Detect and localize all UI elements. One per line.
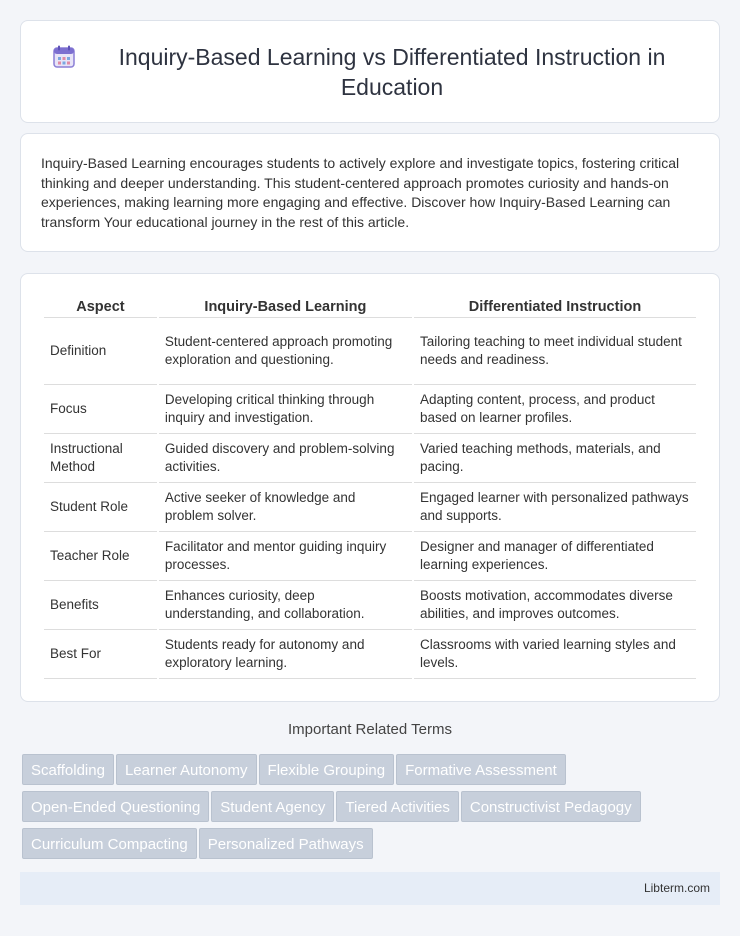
row-inquiry: Students ready for autonomy and exploratory learning.	[159, 630, 412, 679]
row-differentiated: Engaged learner with personalized pathways and supports.	[414, 483, 696, 532]
intro-text: Inquiry-Based Learning encourages students to actively explore and investigate topics, fostering critical thinking and deeper understanding. This student-centered approach promotes curiosity and hands-on experiences, making learning more engaging and effective. Discover how Inquiry-Based Learning can transform Your educational journey in the rest of this article.	[41, 155, 680, 230]
row-differentiated: Designer and manager of differentiated learning experiences.	[414, 532, 696, 581]
related-term-tag[interactable]: Curriculum Compacting	[22, 828, 197, 859]
row-differentiated: Varied teaching methods, materials, and pacing.	[414, 434, 696, 483]
row-inquiry: Guided discovery and problem-solving activities.	[159, 434, 412, 483]
related-terms-list	[22, 754, 722, 865]
row-differentiated: Adapting content, process, and product based on learner profiles.	[414, 385, 696, 434]
row-aspect: Student Role	[44, 483, 157, 532]
footer-brand-link[interactable]: Libterm.com	[643, 881, 710, 895]
row-inquiry: Developing critical thinking through inquiry and investigation.	[159, 385, 412, 434]
table-header-row	[44, 294, 696, 318]
row-aspect: Benefits	[44, 581, 157, 630]
related-term-tag[interactable]: Flexible Grouping	[259, 754, 395, 785]
header-card	[20, 20, 720, 123]
table-row	[44, 532, 696, 581]
column-header-inquiry: Inquiry-Based Learning	[159, 294, 412, 318]
row-inquiry: Facilitator and mentor guiding inquiry processes.	[159, 532, 412, 581]
related-term-tag[interactable]: Open-Ended Questioning	[22, 791, 209, 822]
calendar-icon	[51, 44, 77, 70]
page-title: Inquiry-Based Learning vs Differentiated Instruction in Education	[118, 43, 666, 100]
row-inquiry: Enhances curiosity, deep understanding, and collaboration.	[159, 581, 412, 630]
comparison-table	[42, 294, 698, 679]
table-row	[44, 318, 696, 385]
row-differentiated: Classrooms with varied learning styles and levels.	[414, 630, 696, 679]
table-row	[44, 385, 696, 434]
table-row	[44, 581, 696, 630]
intro-card	[20, 133, 720, 252]
row-aspect: Instructional Method	[44, 434, 157, 483]
row-aspect: Best For	[44, 630, 157, 679]
footer	[20, 872, 720, 905]
comparison-table-card	[20, 273, 720, 702]
row-inquiry: Student-centered approach promoting exploration and questioning.	[159, 318, 412, 385]
related-term-tag[interactable]: Constructivist Pedagogy	[461, 791, 641, 822]
related-terms-heading: Important Related Terms	[288, 721, 452, 738]
related-term-tag[interactable]: Scaffolding	[22, 754, 114, 785]
row-inquiry: Active seeker of knowledge and problem solver.	[159, 483, 412, 532]
related-term-tag[interactable]: Tiered Activities	[336, 791, 458, 822]
row-aspect: Teacher Role	[44, 532, 157, 581]
table-row	[44, 630, 696, 679]
column-header-aspect: Aspect	[44, 294, 157, 318]
row-differentiated: Boosts motivation, accommodates diverse abilities, and improves outcomes.	[414, 581, 696, 630]
related-term-tag[interactable]: Student Agency	[211, 791, 334, 822]
column-header-differentiated: Differentiated Instruction	[414, 294, 696, 318]
related-term-tag[interactable]: Formative Assessment	[396, 754, 566, 785]
row-aspect: Focus	[44, 385, 157, 434]
row-differentiated: Tailoring teaching to meet individual student needs and readiness.	[414, 318, 696, 385]
related-term-tag[interactable]: Personalized Pathways	[199, 828, 373, 859]
row-aspect: Definition	[44, 318, 157, 385]
related-term-tag[interactable]: Learner Autonomy	[116, 754, 257, 785]
table-row	[44, 434, 696, 483]
table-row	[44, 483, 696, 532]
